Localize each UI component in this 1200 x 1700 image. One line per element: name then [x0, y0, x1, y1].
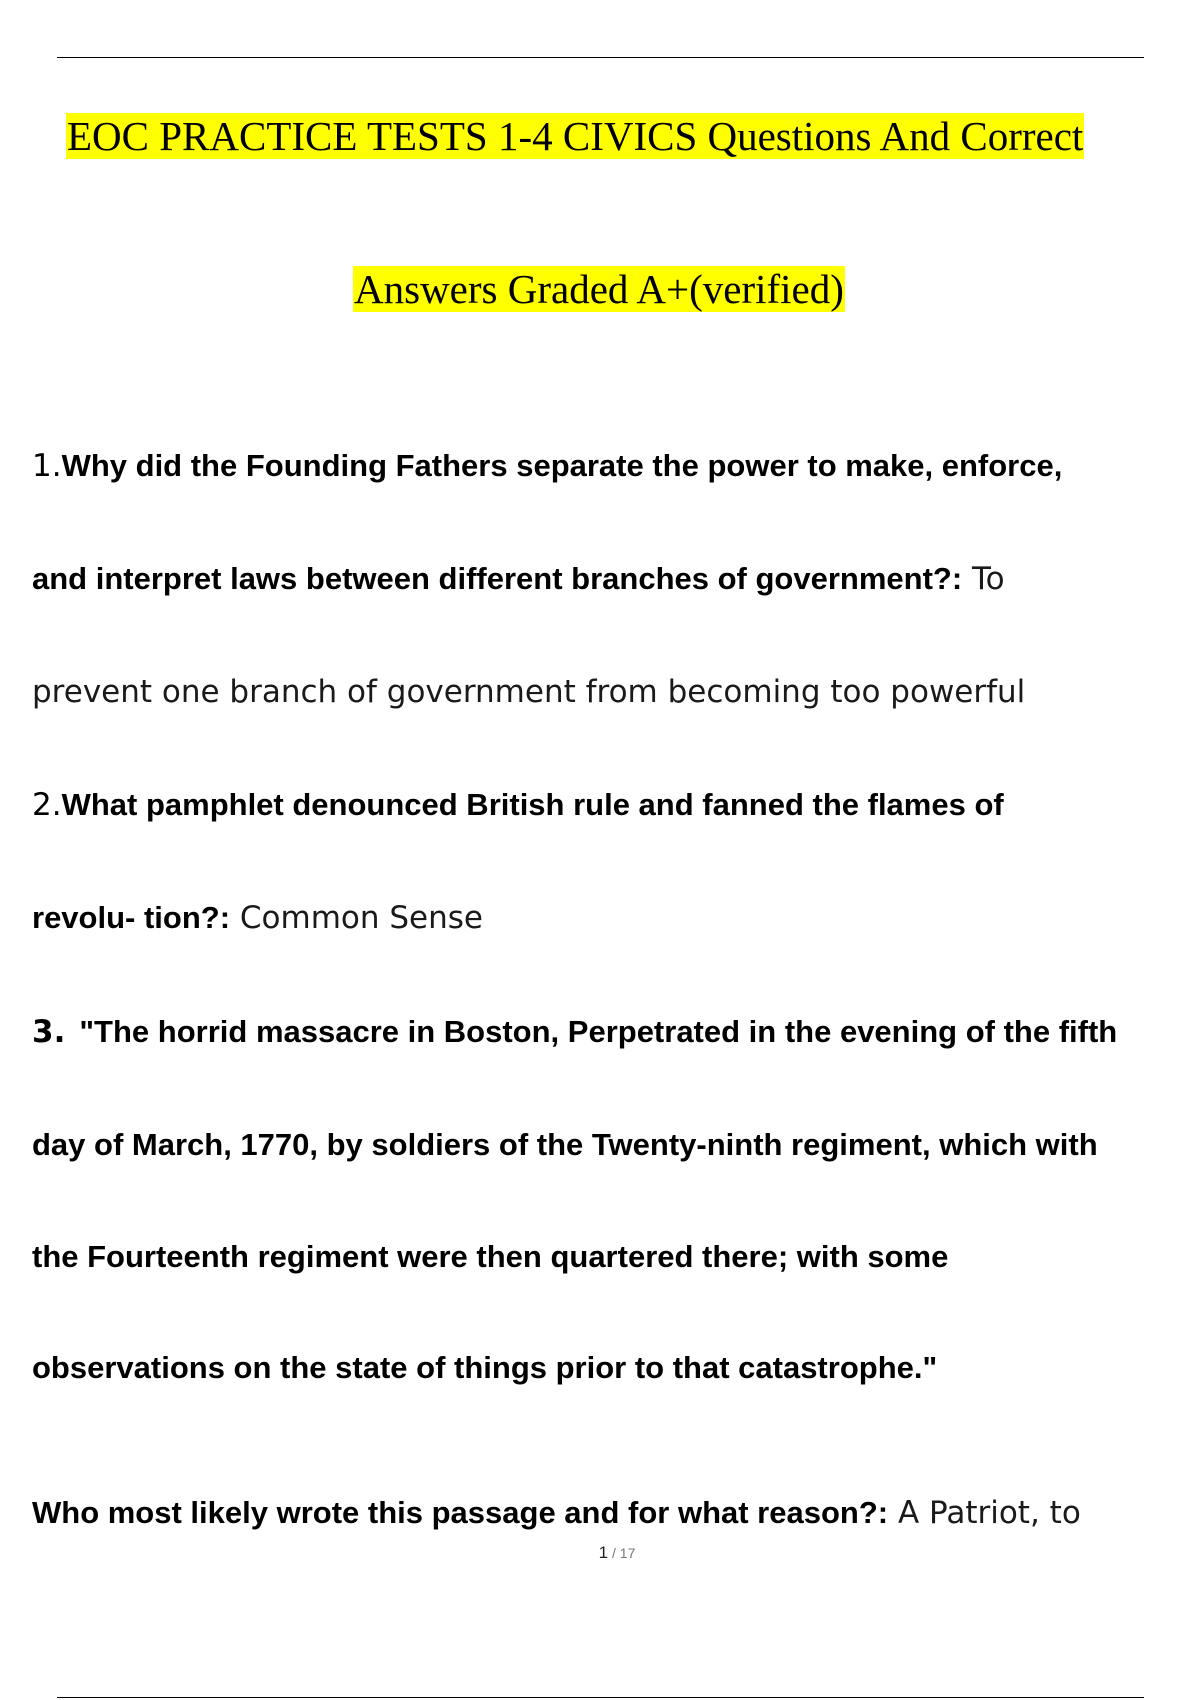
top-divider — [57, 57, 1144, 58]
question-3-line-4 — [32, 1350, 937, 1386]
question-text: What pamphlet denounced British rule and fanned the flames of — [61, 787, 1004, 822]
question-text: Who most likely wrote this passage and for what reason?: — [32, 1495, 889, 1530]
page-number — [0, 1543, 1200, 1563]
question-2-line-1 — [32, 787, 1004, 823]
question-text: and interpret laws between different branches of government?: — [32, 561, 963, 596]
answer-text: A Patriot, to — [888, 1495, 1081, 1531]
document-title-line-1: EOC PRACTICE TESTS 1-4 CIVICS Questions And Correct — [67, 113, 1084, 159]
question-2-line-2 — [32, 900, 483, 936]
question-3-line-2 — [32, 1127, 1098, 1163]
question-number: 1. — [32, 448, 62, 484]
answer-text: prevent one branch of government from becoming too powerful — [32, 674, 1026, 710]
current-page: 1 — [598, 1543, 609, 1562]
question-text: "The horrid massacre in Boston, Perpetrated in the evening of the fifth — [79, 1014, 1118, 1049]
question-1-line-2 — [32, 561, 1005, 597]
question-text: revolu- tion?: — [32, 900, 231, 935]
question-number: 3. — [32, 1014, 66, 1050]
total-pages: / 17 — [608, 1545, 636, 1561]
question-1-answer-line — [32, 674, 1025, 710]
bottom-divider — [57, 1697, 1144, 1698]
question-text: the Fourteenth regiment were then quartered there; with some — [32, 1239, 949, 1274]
question-text: day of March, 1770, by soldiers of the Twenty-ninth regiment, which with — [32, 1127, 1098, 1162]
question-1-line-1 — [32, 448, 1062, 484]
question-text: Why did the Founding Fathers separate the power to make, enforce, — [61, 448, 1063, 483]
document-title-line-2: Answers Graded A+(verified) — [354, 266, 844, 312]
question-3-line-1 — [32, 1014, 1117, 1050]
question-3-line-3 — [32, 1239, 948, 1275]
question-number: 2. — [32, 787, 62, 823]
answer-text: Common Sense — [230, 900, 483, 936]
question-text: observations on the state of things prior to that catastrophe." — [32, 1350, 938, 1385]
question-3-line-5 — [32, 1495, 1081, 1531]
answer-text: To — [962, 561, 1005, 597]
